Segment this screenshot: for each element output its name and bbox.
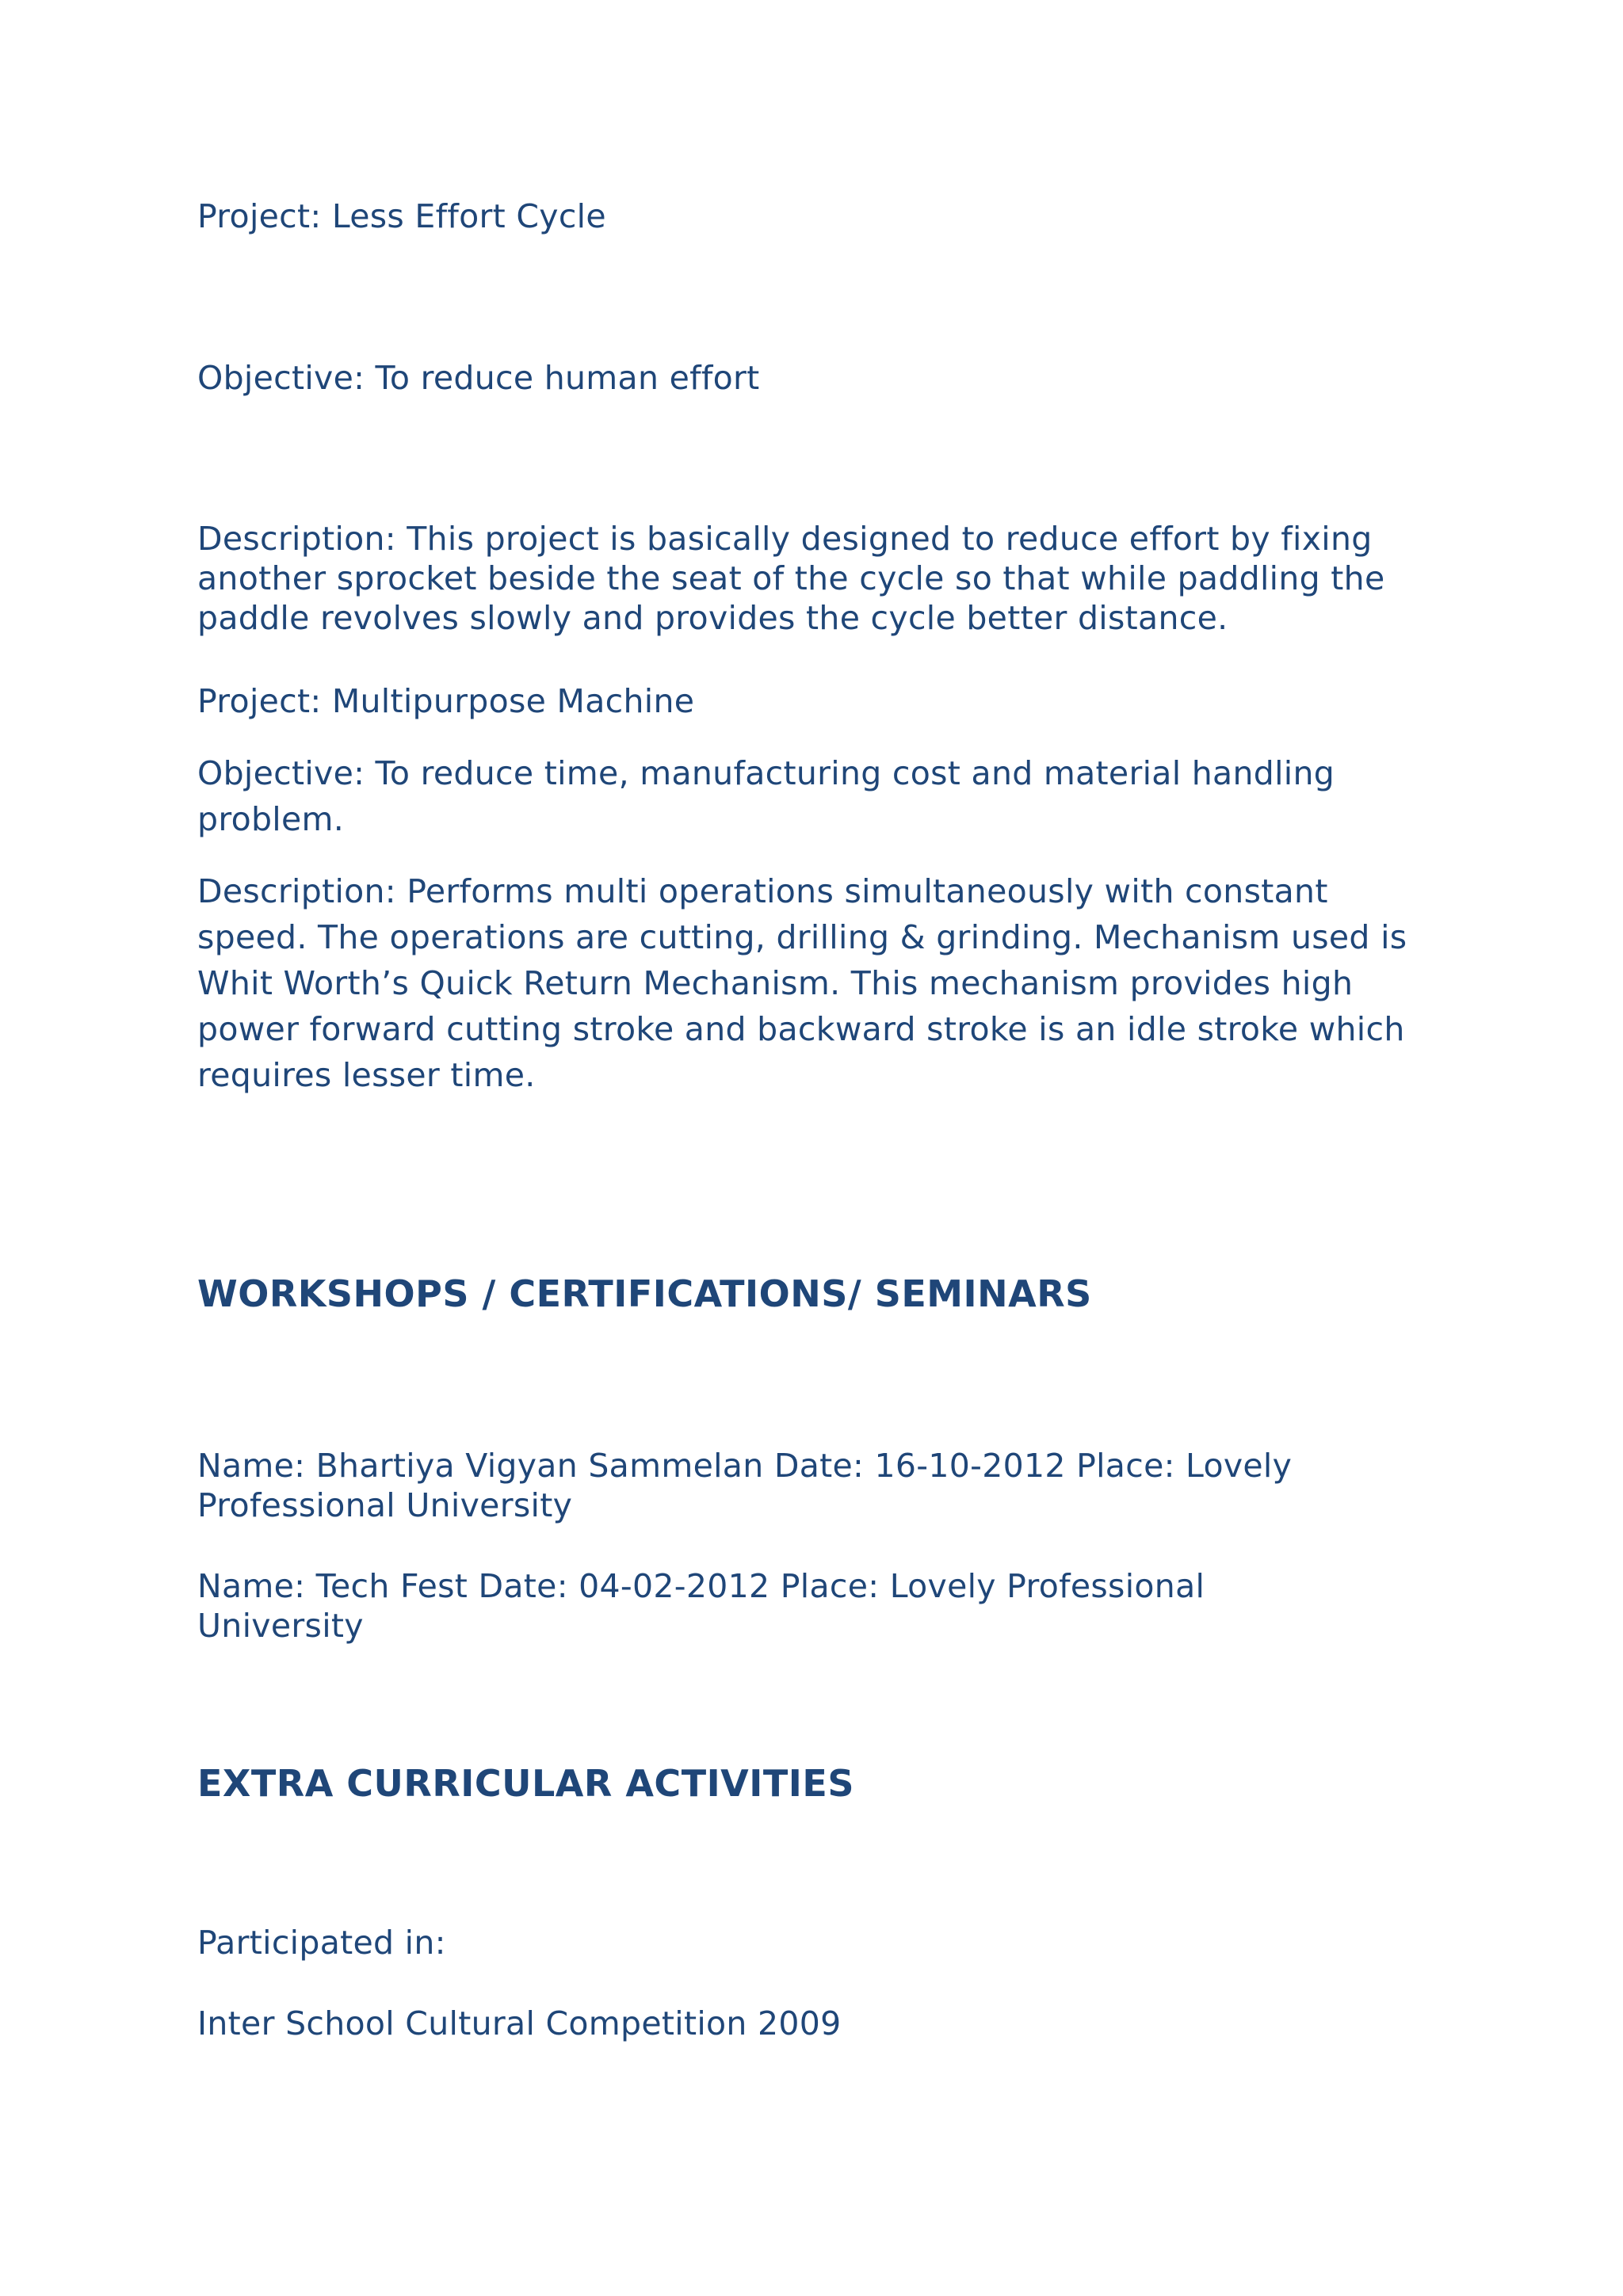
description-line: Description: Performs multi operations simultaneously with constant <box>197 872 1328 910</box>
description-line: speed. The operations are cutting, drilling & grinding. Mechanism used is <box>197 918 1407 956</box>
project-objective <box>197 750 1335 842</box>
workshop-line: Professional University <box>197 1486 573 1524</box>
project-title: Project: Less Effort Cycle <box>197 197 606 235</box>
description-line: power forward cutting stroke and backward stroke is an idle stroke which <box>197 1010 1405 1048</box>
project-description <box>197 519 1384 638</box>
workshop-line: Name: Tech Fest Date: 04-02-2012 Place: Lovely Professional <box>197 1567 1205 1605</box>
objective-line: Objective: To reduce time, manufacturing cost and material handling <box>197 754 1335 792</box>
workshop-line: Name: Bhartiya Vigyan Sammelan Date: 16-10-2012 Place: Lovely <box>197 1447 1293 1485</box>
project-title: Project: Multipurpose Machine <box>197 682 695 720</box>
workshop-entry <box>197 1566 1205 1646</box>
workshop-entry <box>197 1446 1292 1525</box>
project-objective: Objective: To reduce human effort <box>197 359 760 397</box>
description-line: requires lesser time. <box>197 1056 536 1094</box>
project-description <box>197 868 1407 1098</box>
description-line: Whit Worth’s Quick Return Mechanism. This mechanism provides high <box>197 964 1354 1002</box>
section-heading-workshops: WORKSHOPS / CERTIFICATIONS/ SEMINARS <box>197 1272 1092 1315</box>
participated-label: Participated in: <box>197 1924 446 1962</box>
section-heading-extracurricular: EXTRA CURRICULAR ACTIVITIES <box>197 1762 854 1805</box>
workshop-line: University <box>197 1607 364 1645</box>
activity-item: Inter School Cultural Competition 2009 <box>197 2004 842 2042</box>
description-line: another sprocket beside the seat of the cycle so that while paddling the <box>197 559 1385 597</box>
objective-line: problem. <box>197 800 345 838</box>
description-line: Description: This project is basically designed to reduce effort by fixing <box>197 520 1373 558</box>
description-line: paddle revolves slowly and provides the cycle better distance. <box>197 599 1228 637</box>
